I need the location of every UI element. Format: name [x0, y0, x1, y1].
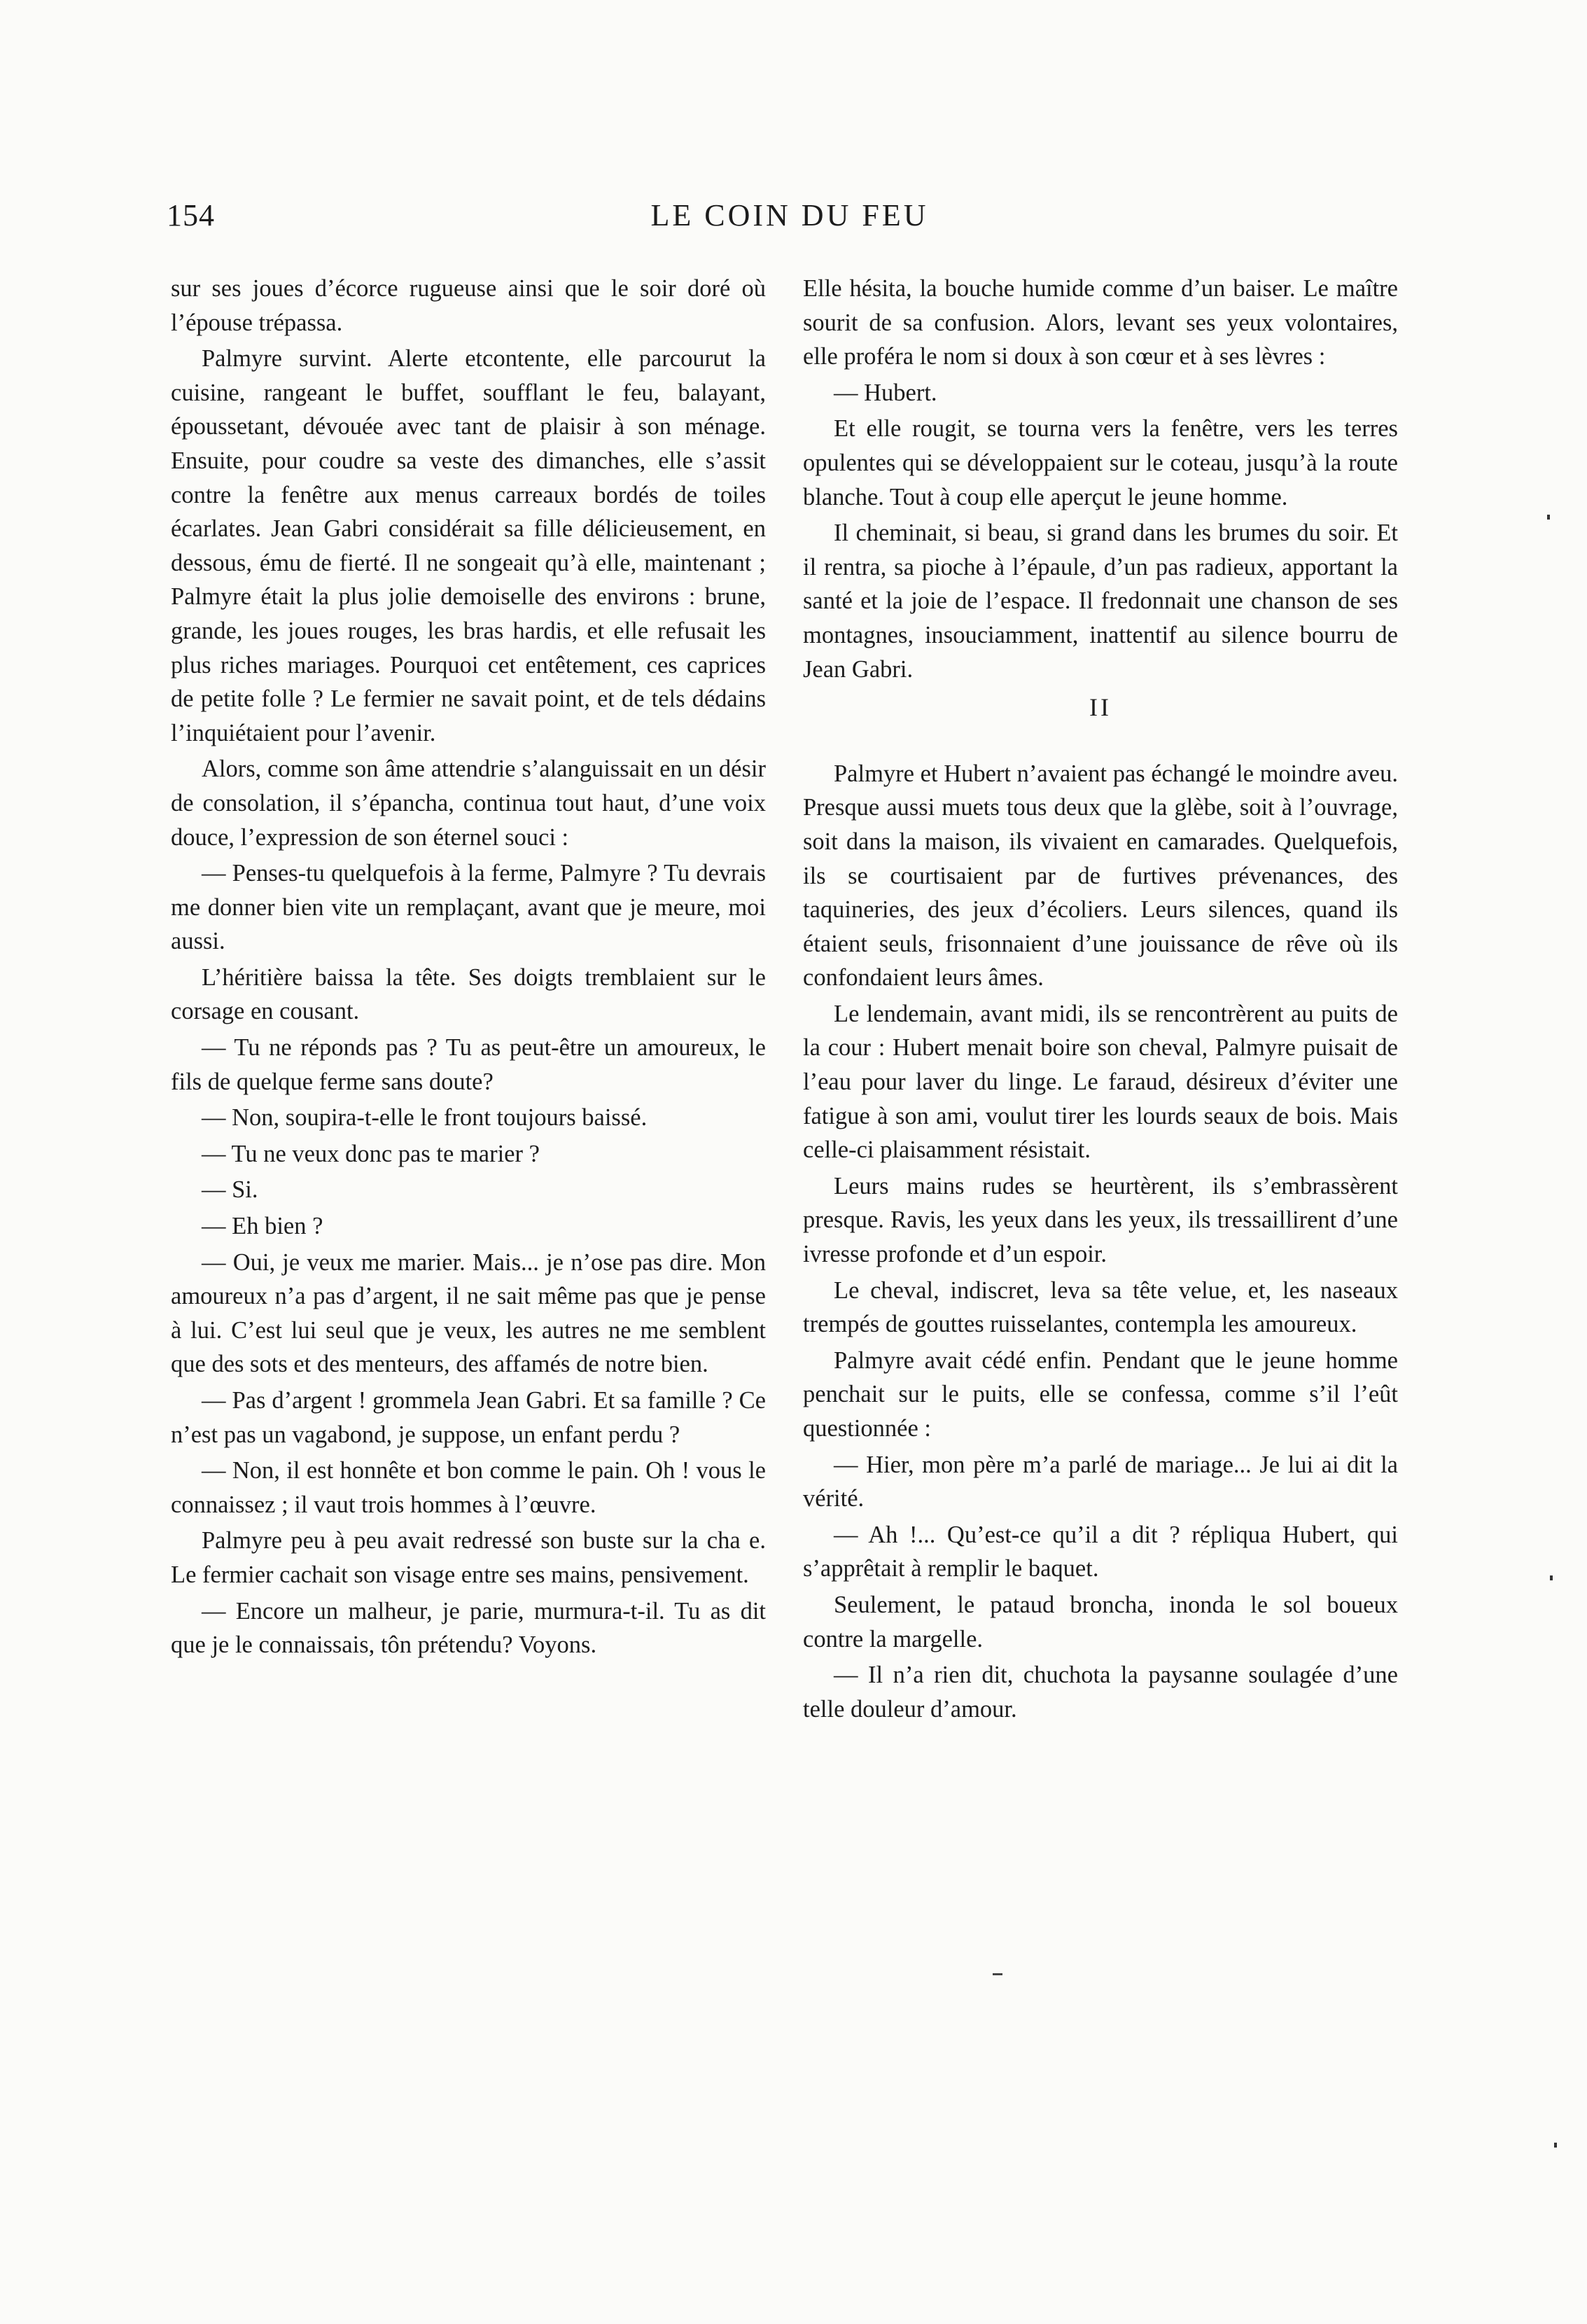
print-speck — [1550, 1575, 1553, 1580]
paragraph: Et elle rougit, se tourna vers la fenêtre, vers les terres opulentes qui se développaient sur le coteau, jusqu’à la route blanche. Tout à coup elle aperçut le jeune homme. — [803, 415, 1398, 510]
page-header — [167, 197, 1413, 253]
paragraph: Seulement, le pataud broncha, inonda le sol boueux contre la margelle. — [803, 1591, 1398, 1652]
paragraph: — Pas d’argent ! grommela Jean Gabri. Et sa famille ? Ce n’est pas un vagabond, je suppose, un enfant perdu ? — [171, 1387, 766, 1448]
print-speck — [1547, 515, 1550, 520]
paragraph: Leurs mains rudes se heurtèrent, ils s’embrassèrent presque. Ravis, les yeux dans les yeux, ils tressaillirent d’une ivresse profonde et d’un espoir. — [803, 1172, 1398, 1268]
paragraph: — Tu ne veux donc pas te marier ? — [202, 1140, 540, 1167]
page-number: 154 — [167, 198, 215, 232]
paragraph: — Penses-tu quelquefois à la ferme, Palmyre ? Tu devrais me donner bien vite un remplaçant, avant que je meure, moi aussi. — [171, 860, 766, 955]
paragraph: — Hubert. — [834, 379, 937, 406]
paragraph: sur ses joues d’écorce rugueuse ainsi que le soir doré où l’épouse trépassa. — [171, 275, 766, 336]
paragraph: Alors, comme son âme attendrie s’alanguissait en un désir de consolation, il s’épancha, continua tout haut, d’une voix douce, l’expression de son éternel souci : — [171, 756, 766, 851]
paragraph: — Il n’a rien dit, chuchota la paysanne soulagée d’une telle douleur d’amour. — [803, 1662, 1398, 1723]
paragraph: — Eh bien ? — [202, 1213, 323, 1240]
right-column-bottom — [803, 757, 1398, 1727]
right-column-top — [803, 272, 1398, 686]
paragraph: Palmyre et Hubert n’avaient pas échangé le moindre aveu. Presque aussi muets tous deux que la glèbe, soit à l’ouvrage, soit dans la maison, ils vivaient en camarades. Quelquefois, ils se courtisaient par de furtives prévenances, des taquineries, des jeux d’écoliers. Leurs silences, quand ils étaient seuls, frisonnaient d’une jouissance de rêve où ils confondaient leurs âmes. — [803, 760, 1398, 991]
paragraph: — Si. — [202, 1176, 258, 1204]
left-column — [171, 272, 766, 1664]
paragraph: — Ah !... Qu’est-ce qu’il a dit ? répliqua Hubert, qui s’apprêtait à remplir le baquet. — [803, 1521, 1398, 1582]
page-end-mark — [993, 1973, 1002, 1975]
paragraph: — Non, il est honnête et bon comme le pain. Oh ! vous le connaissez ; il vaut trois hommes à l’œuvre. — [171, 1457, 766, 1518]
paragraph: Il cheminait, si beau, si grand dans les brumes du soir. Et il rentra, sa pioche à l’épaule, d’un pas radieux, apportant la santé et la joie de l’espace. Il fredonnait une chanson de ses montagnes, insouciamment, inattentif au silence bourru de Jean Gabri. — [803, 520, 1398, 683]
print-speck — [1554, 2143, 1557, 2148]
paragraph: Palmyre survint. Alerte etcontente, elle parcourut la cuisine, rangeant le buffet, soufflant le feu, balayant, époussetant, dévouée avec tant de plaisir à son ménage. Ensuite, pour coudre sa veste des dimanches, elle s’assit contre la fenêtre aux menus carreaux bordés de toiles écarlates. Jean Gabri considérait sa fille délicieusement, en dessous, ému de fierté. Il ne songeait qu’à elle, maintenant ; Palmyre était la plus jolie demoiselle des environs : brune, grande, les joues rouges, les bras hardis, et elle refusait les plus riches mariages. Pourquoi cet entêtement, ces caprices de petite folle ? Le fermier ne savait point, et de tels dédains l’inquiétaient pour l’avenir. — [171, 345, 766, 746]
paragraph: — Encore un malheur, je parie, murmura-t-il. Tu as dit que je le connaissais, tôn prétendu? Voyons. — [171, 1597, 766, 1659]
paragraph: — Non, soupira-t-elle le front toujours baissé. — [202, 1104, 648, 1132]
paragraph: Palmyre avait cédé enfin. Pendant que le jeune homme penchait sur le puits, elle se confessa, comme s’il l’eût questionnée : — [803, 1347, 1398, 1442]
paragraph: L’héritière baissa la tête. Ses doigts tremblaient sur le corsage en cousant. — [171, 963, 766, 1025]
right-column — [803, 272, 1398, 1728]
section-heading: II — [1089, 693, 1112, 722]
paragraph: — Oui, je veux me marier. Mais... je n’ose pas dire. Mon amoureux n’a pas d’argent, il ne sait même pas que je pense à lui. C’est lui seul que je veux, les autres ne me semblent que des sots et des menteurs, des affamés de notre bien. — [171, 1248, 766, 1378]
paragraph: — Hier, mon père m’a parlé de mariage... Je lui ai dit la vérité. — [803, 1451, 1398, 1512]
paragraph: Elle hésita, la bouche humide comme d’un baiser. Le maître sourit de sa confusion. Alors, levant ses yeux volontaires, elle proféra le nom si doux à son cœur et à ses lèvres : — [803, 275, 1398, 370]
paragraph: — Tu ne réponds pas ? Tu as peut-être un amoureux, le fils de quelque ferme sans doute? — [171, 1034, 766, 1095]
paragraph: Le lendemain, avant midi, ils se rencontrèrent au puits de la cour : Hubert menait boire son cheval, Palmyre puisait de l’eau pour laver du linge. Le faraud, désireux d’éviter une fatigue à son ami, voulut tirer les lourds seaux de bois. Mais celle-ci plaisamment résistait. — [803, 1000, 1398, 1164]
paragraph: Le cheval, indiscret, leva sa tête velue, et, les naseaux trempés de gouttes ruisselantes, contempla les amoureux. — [803, 1276, 1398, 1338]
running-title: LE COIN DU FEU — [650, 198, 929, 232]
paragraph: Palmyre peu à peu avait redressé son buste sur la cha e. Le fermier cachait son visage entre ses mains, pensivement. — [171, 1527, 766, 1588]
